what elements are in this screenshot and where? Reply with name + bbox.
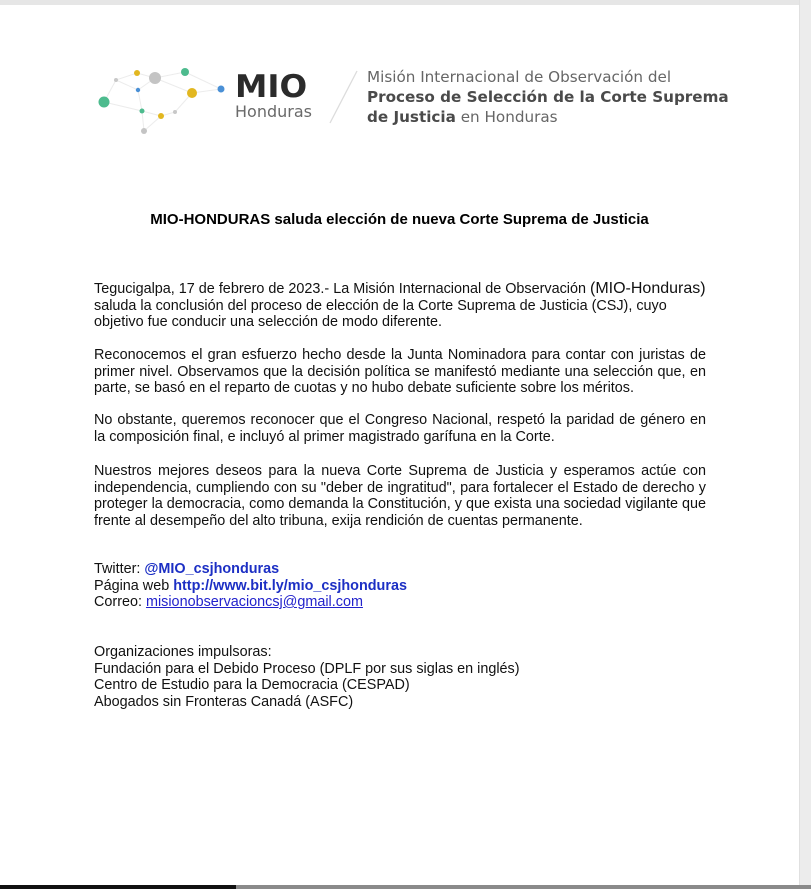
paragraph-1-rest: saluda la conclusión del proceso de elección de la Corte Suprema de Justicia (CSJ), cuyo objetivo fue conducir una selección de modo diferente.: [94, 297, 667, 330]
email-link[interactable]: misionobservacioncsj@gmail.com: [145, 594, 363, 610]
web-label: Página web: [94, 577, 174, 594]
organization-item: Fundación para el Debido Proceso (DPLF por sus siglas en inglés): [94, 660, 520, 677]
tagline-line-3-bold: de Justicia: [367, 108, 456, 126]
tagline-line-3-rest: en Honduras: [455, 108, 558, 126]
logo-subtitle: Honduras: [235, 102, 312, 121]
paragraph-1-org: (MIO-Honduras): [590, 280, 706, 297]
organization-item: Abogados sin Fronteras Canadá (ASFC): [94, 693, 354, 710]
twitter-label: Twitter:: [94, 561, 145, 577]
email-label: Correo:: [94, 594, 146, 610]
organizations-heading: Organizaciones impulsoras:: [94, 644, 272, 660]
paragraph-2: Reconocemos el gran esfuerzo hecho desde la Junta Nominadora para contar con juristas de primer nivel. Observamos que la decisión política se manifestó mediante una selección que, en parte, se basó en el reparto de cuotas y no hubo debate suficiente sobre los méritos.: [94, 347, 706, 396]
logo-wordmark: MIO: [235, 69, 308, 105]
viewer-bottom-bar-dark: [0, 885, 236, 889]
twitter-handle-link[interactable]: @MIO_csjhonduras: [144, 561, 280, 577]
tagline-line-2: Proceso de Selección de la Corte Suprema: [367, 88, 729, 106]
web-line: [94, 578, 407, 595]
network-dots-logo-icon: [90, 60, 235, 140]
tagline-line-3: [367, 107, 729, 127]
tagline-line-1: Misión Internacional de Observación del: [367, 68, 672, 86]
paragraph-1: [94, 281, 706, 331]
twitter-line: [94, 561, 407, 578]
logo-divider-slash: [325, 69, 365, 127]
web-url-link[interactable]: http://www.bit.ly/mio_csjhonduras: [173, 577, 407, 594]
organization-item: Centro de Estudio para la Democracia (CESPAD): [94, 677, 410, 693]
document-title: MIO-HONDURAS saluda elección de nueva Corte Suprema de Justicia: [150, 211, 649, 228]
paragraph-3: No obstante, queremos reconocer que el Congreso Nacional, respetó la paridad de género en la composición final, e incluyó al primer magistrado garífuna en la Corte.: [94, 412, 706, 445]
paragraph-4: Nuestros mejores deseos para la nueva Corte Suprema de Justicia y esperamos actúe con independencia, cumpliendo con su "deber de ingratitud", para fortalecer el Estado de derecho y proteger la democracia, como demanda la Constitución, y que exista una sociedad vigilante que frente al desempeño del alto tribuna, exija rendición de cuentas permanente.: [94, 463, 706, 529]
logo-tagline: [367, 67, 729, 127]
organizations-list: [94, 644, 520, 710]
email-line: [94, 594, 407, 611]
document-page: [0, 5, 799, 885]
contact-info: [94, 561, 407, 611]
viewer-bottom-bar: [0, 885, 811, 889]
paragraph-1-main: Tegucigalpa, 17 de febrero de 2023.- La Misión Internacional de Observación: [94, 281, 590, 297]
viewer-right-gutter: [799, 0, 811, 889]
